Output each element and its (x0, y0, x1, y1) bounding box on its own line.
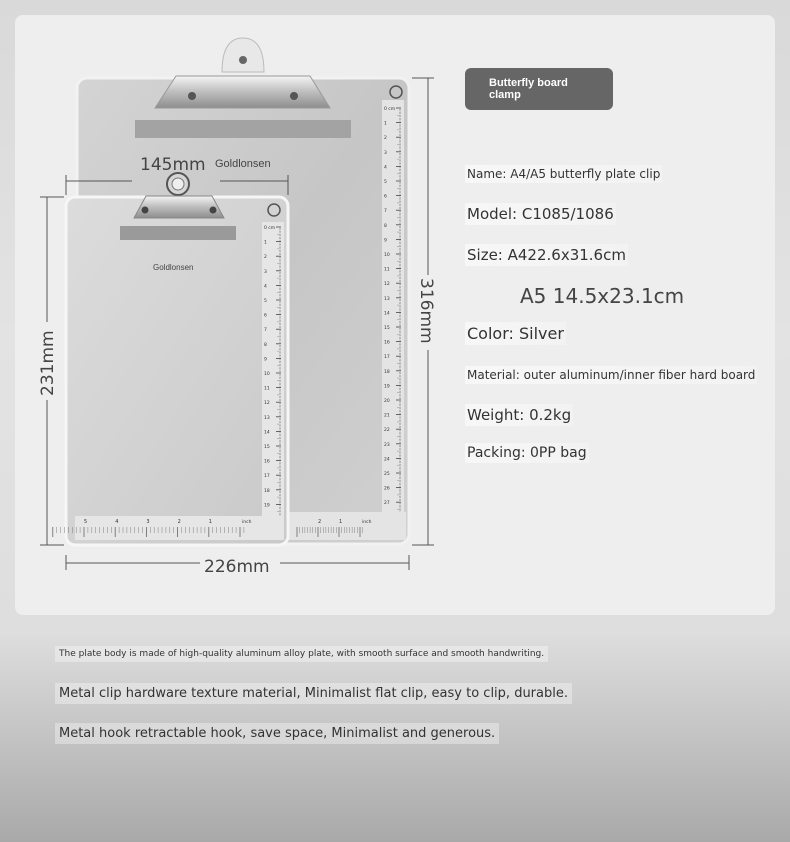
spec-model: Model: C1085/1086 (467, 205, 614, 223)
a4-ruler-cm-label: 11 (384, 267, 390, 273)
product-type-badge: Butterfly board clamp (465, 68, 613, 110)
brand-logo-a5: Goldlonsen (153, 263, 194, 272)
a5-ruler-cm-label: 11 (264, 386, 270, 392)
spec-size: Size: A422.6x31.6cm (467, 246, 626, 264)
a4-ruler-cm-label: 15 (384, 326, 390, 331)
a4-ruler-cm-label: 21 (384, 413, 390, 419)
a4-ruler-cm-label: 26 (384, 486, 390, 492)
a4-ruler-cm-label: 5 (384, 180, 387, 185)
a5-ruler-cm-label: 14 (264, 430, 270, 436)
a4-ruler-cm-label: 20 (384, 399, 390, 404)
spec-color: Color: Silver (467, 324, 564, 343)
a5-ruler-inch-label: 1 (208, 519, 212, 525)
a5-ruler-cm-label: 9 (264, 357, 267, 363)
a5-clipboard (53, 173, 288, 545)
a5-ruler-cm-label: 17 (264, 474, 270, 480)
a4-ruler-cm-label: 25 (384, 472, 390, 477)
a4-ruler-cm-label: 10 (384, 253, 390, 258)
spec-name: Name: A4/A5 butterfly plate clip (467, 167, 661, 181)
a5-ruler-inch-label: 2 (177, 519, 181, 525)
a5-ruler-cm-label: 10 (264, 372, 270, 377)
a4-width-label: 226mm (204, 557, 270, 577)
a5-height-label: 231mm (38, 330, 58, 396)
spec-size-a5: A5 14.5x23.1cm (520, 284, 685, 308)
a4-ruler-cm-label: 7 (384, 209, 387, 215)
a5-ruler-cm-label: 13 (264, 415, 270, 421)
a5-ruler-cm-label: 18 (264, 488, 270, 494)
a5-ruler-cm-label: 5 (264, 299, 267, 304)
a4-ruler-cm-label: 6 (384, 194, 387, 200)
spec-material: Material: outer aluminum/inner fiber hard board (467, 368, 756, 382)
a4-ruler-inch-label: 1 (339, 519, 343, 525)
a4-ruler-cm-label: 24 (384, 457, 390, 463)
a5-ruler-cm-label: 19 (264, 503, 270, 509)
a4-ruler-cm-label: 27 (384, 501, 390, 507)
description-metal-hook: Metal hook retractable hook, save space, Minimalist and generous. (55, 723, 499, 744)
a4-ruler-cm-label: 2 (384, 136, 387, 142)
a4-height-label: 316mm (416, 278, 436, 344)
a4-ruler-cm-label: 18 (384, 369, 390, 375)
a5-ruler-cm-label: 2 (264, 255, 267, 261)
a5-ruler-cm-label: 7 (264, 328, 267, 334)
brand-logo-a4: Goldlonsen (215, 158, 271, 170)
a5-ruler-inch-unit: inch (242, 520, 252, 525)
a4-ruler-cm-label: 3 (384, 150, 387, 156)
a4-ruler-cm-label: 14 (384, 311, 390, 317)
a5-ruler-inch-label: 3 (146, 519, 150, 525)
a5-ruler-cm-label: 15 (264, 445, 270, 450)
a4-ruler-cm-label: 8 (384, 223, 387, 229)
a5-ruler-cm-label: 6 (264, 313, 267, 319)
a4-ruler-cm-label: 23 (384, 442, 390, 448)
a5-ruler-inch-label: 4 (115, 519, 119, 525)
a4-ruler-cm-label: 13 (384, 296, 390, 302)
a5-ruler-cm-label: 8 (264, 342, 267, 348)
a5-ruler-cm-label: 16 (264, 459, 270, 465)
a4-ruler-inch-unit: inch (362, 520, 372, 525)
a4-ruler-cm-label: 4 (384, 165, 387, 171)
a4-ruler-cm-label: 16 (384, 340, 390, 346)
a4-ruler-cm-label: 12 (384, 282, 390, 288)
a4-ruler-cm-label: 9 (384, 238, 387, 244)
a5-ruler-cm-label: 1 (264, 240, 267, 246)
a4-ruler-cm-label: 22 (384, 428, 390, 434)
a4-ruler-cm-label: 17 (384, 355, 390, 361)
description-plate-body: The plate body is made of high-quality aluminum alloy plate, with smooth surface and smooth handwriting. (55, 646, 548, 662)
spec-packing: Packing: 0PP bag (467, 445, 587, 461)
description-metal-clip: Metal clip hardware texture material, Minimalist flat clip, easy to clip, durable. (55, 683, 572, 704)
a5-width-label: 145mm (140, 155, 206, 175)
spec-weight: Weight: 0.2kg (467, 406, 572, 424)
a4-ruler-cm-label: 19 (384, 384, 390, 390)
a4-ruler-cm-label: 1 (384, 121, 387, 127)
a4-vertical-ruler (382, 100, 404, 512)
a5-ruler-cm-label: 3 (264, 269, 267, 275)
a5-ruler-cm-label: 12 (264, 401, 270, 407)
a5-ruler-cm-label: 0 cm (264, 226, 276, 231)
a5-ruler-cm-label: 4 (264, 284, 267, 290)
a5-ruler-inch-label: 5 (84, 519, 88, 525)
a4-ruler-inch-label: 2 (318, 519, 322, 525)
a4-ruler-cm-label: 0 cm (384, 107, 396, 112)
